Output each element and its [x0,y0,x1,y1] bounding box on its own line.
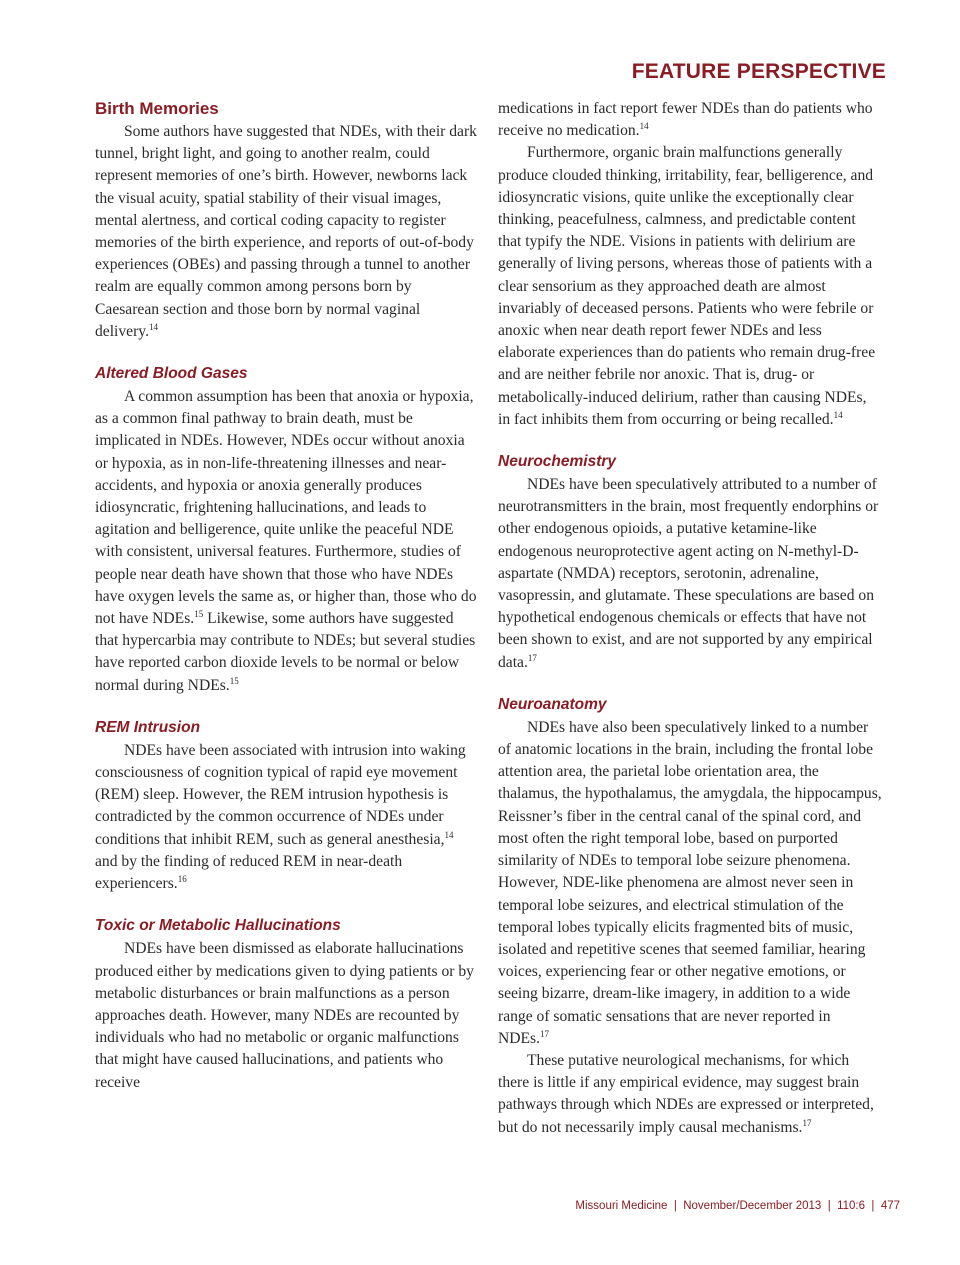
paragraph-rem-intrusion [95,740,477,895]
left-column [95,98,477,1094]
paragraph-text: A common assumption has been that anoxia or hypoxia, as a common final pathway to brain death, must be implicated in NDEs. However, NDEs occur without anoxia or hypoxia, as in non-life-threatening illnesses and near-accidents, and hypoxia or anoxia generally produces idiosyncratic, frightening hallucinations, and leads to agitation and belligerence, quite unlike the peaceful NDE with consistent, universal features. Furthermore, studies of people near death have shown that those who have NDEs have oxygen levels the same as, or higher than, those who do not have NDEs. [95,388,477,628]
reference-marker: 14 [148,321,158,332]
heading-neuroanatomy: Neuroanatomy [498,695,607,713]
paragraph-text: NDEs have been associated with intrusion into waking consciousness of cognition typical of rapid eye movement (REM) sleep. However, the REM intrusion hypothesis is contradicted by the common occurrence of NDEs under conditions that inhibit REM, such as general anesthesia, [95,741,466,848]
reference-marker: 14 [833,409,843,420]
paragraph-birth-memories [95,121,477,343]
paragraph-toxic-metabolic [95,938,477,1093]
reference-marker: 16 [177,873,187,884]
reference-marker: 17 [802,1117,812,1128]
paragraph-neurological-mechanisms [498,1050,882,1139]
reference-marker: 14 [444,829,454,840]
heading-toxic-metabolic: Toxic or Metabolic Hallucinations [95,917,341,935]
paragraph-text: Some authors have suggested that NDEs, with their dark tunnel, bright light, and going to another realm, could represent memories of one’s birth. However, newborns lack the visual acuity, spatial stability of their visual images, mental alertness, and cortical coding capacity to register memories of the birth experience, and reports of out-of-body experiences (OBEs) and passing through a tunnel to another realm are equally common among persons born by Caesarean section and those born by normal vaginal delivery. [95,123,477,340]
paragraph-neuroanatomy [498,717,882,1050]
footer-separator: | [667,1200,684,1212]
footer-page-number: 477 [880,1200,900,1212]
section-label: FEATURE PERSPECTIVE [631,60,886,83]
paragraph-text: NDEs have been dismissed as elaborate hallucinations produced either by medications given to dying patients or by metabolic disturbances or brain malfunctions as a person approaches death. However, many NDEs are recounted by individuals who had no metabolic or organic malfunctions that might have caused hallucinations, and patients who receive [95,940,474,1091]
heading-neurochemistry: Neurochemistry [498,453,617,471]
footer-volume: 110:6 [837,1200,866,1212]
paragraph-continuation [498,98,882,142]
paragraph-text: Likewise, some authors have suggested that hypercarbia may contribute to NDEs; but several studies have reported carbon dioxide levels to be normal or below normal during NDEs. [95,610,476,694]
reference-marker: 17 [527,652,537,663]
paragraph-altered-blood-gases [95,386,477,697]
paragraph-text: NDEs have also been speculatively linked to a number of anatomic locations in the brain, including the frontal lobe attention area, the parietal lobe orientation area, the thalamus, the hypothalamus, the amygdala, the hippocampus, Reissner’s fiber in the central canal of the spinal cord, and most often the right temporal lobe, based on purported similarity of NDEs to temporal lobe seizure phenomena. However, NDE-like phenomena are almost never seen in temporal lobe seizures, and electrical stimulation of the temporal lobes typically elicits fragmented bits of music, isolated and repetitive scenes that seemed familiar, hearing voices, experiencing fear or other negative emotions, or seeing bizarre, dream-like imagery, in addition to a wide range of somatic sensations that are never reported in NDEs. [498,718,882,1047]
footer-separator: | [865,1200,881,1212]
paragraph-neurochemistry [498,474,882,674]
heading-birth-memories: Birth Memories [95,99,219,118]
footer-separator: | [821,1200,838,1212]
paragraph-text: Furthermore, organic brain malfunctions generally produce clouded thinking, irritability, fear, belligerence, and idiosyncratic visions, quite unlike the exceptionally clear thinking, peacefulness, calmness, and predictable content that typify the NDE. Visions in patients with delirium are generally of living persons, whereas those of patients with a clear sensorium as they approached death are almost invariably of deceased persons. Patients who were febrile or anoxic when near death report fewer NDEs and less elaborate experiences than do patients who remain drug-free and are neither febrile nor anoxic. That is, drug- or metabolically-induced delirium, rather than causing NDEs, in fact inhibits them from occurring or being recalled. [498,144,876,428]
paragraph-text: medications in fact report fewer NDEs than do patients who receive no medication. [498,100,873,140]
reference-marker: 15 [194,608,204,619]
reference-marker: 17 [540,1028,550,1039]
heading-altered-blood-gases: Altered Blood Gases [95,365,248,383]
paragraph-text: and by the finding of reduced REM in near-death experiencers. [95,852,403,893]
paragraph-text: NDEs have been speculatively attributed to a number of neurotransmitters in the brain, most frequently endorphins or other endogenous opioids, a putative ketamine-like endogenous neuroprotective agent acting on N-methyl-D-aspartate (NMDA) receptors, serotonin, adrenaline, vasopressin, and glutamate. These speculations are based on hypothetical endogenous chemicals or effects that have not been shown to exist, and are not supported by any empirical data. [498,476,879,671]
reference-marker: 14 [639,121,649,132]
footer-journal: Missouri Medicine [575,1200,668,1212]
page-footer [575,1200,900,1212]
reference-marker: 15 [229,675,239,686]
right-column [498,98,882,1139]
paragraph-text: These putative neurological mechanisms, for which there is little if any empirical evidence, may suggest brain pathways through which NDEs are expressed or interpreted, but do not necessarily imply causal mechanisms. [498,1051,874,1136]
paragraph-organic-malfunctions [498,142,882,431]
footer-issue: November/December 2013 [683,1200,822,1212]
heading-rem-intrusion: REM Intrusion [95,718,201,736]
